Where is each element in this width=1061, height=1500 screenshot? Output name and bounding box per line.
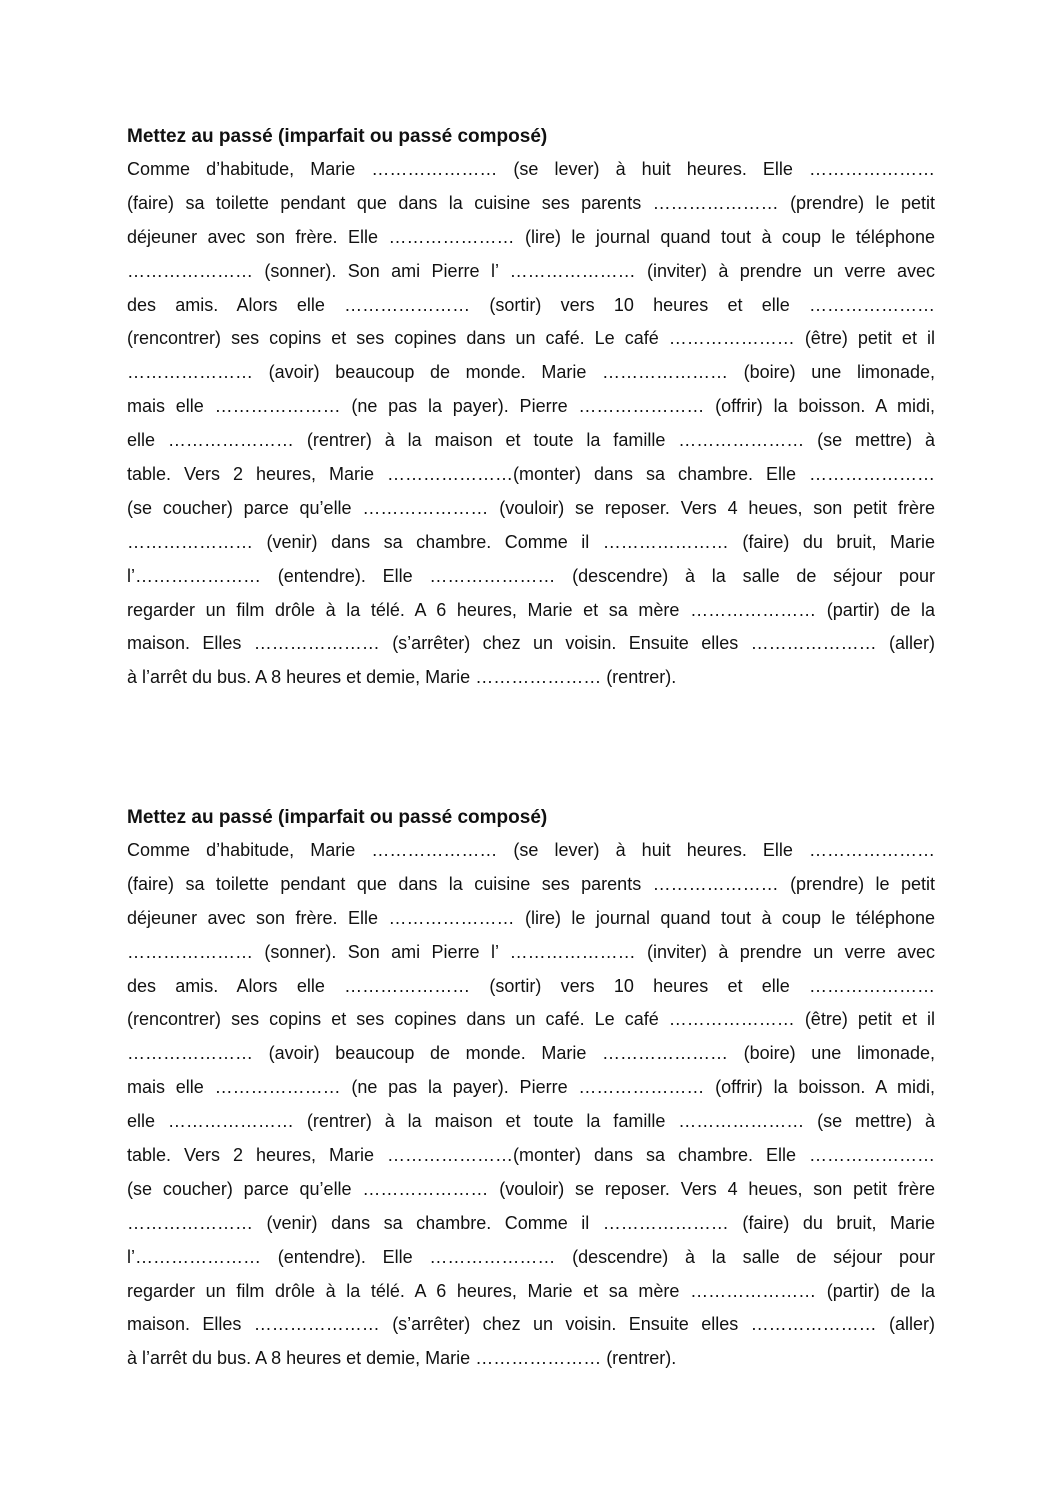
text-line: regarder un film drôle à la télé. A 6 heures, Marie et sa mère ………………… (partir) de la [127, 599, 935, 620]
text-line: à l’arrêt du bus. A 8 heures et demie, Marie ………………… (rentrer). [127, 667, 677, 688]
text-line: Comme d’habitude, Marie ………………… (se lever) à huit heures. Elle ………………… [127, 159, 935, 179]
text-line: ………………… (sonner). Son ami Pierre l’ ………………… (inviter) à prendre un verre avec [127, 260, 935, 281]
text-line: l’………………… (entendre). Elle ………………… (descendre) à la salle de séjour pour [127, 1246, 935, 1267]
text-line: (faire) sa toilette pendant que dans la cuisine ses parents ………………… (prendre) le petit [127, 873, 935, 894]
text-line: (se coucher) parce qu’elle ………………… (vouloir) se reposer. Vers 4 heues, son petit frère [127, 1178, 935, 1199]
text-line: elle ………………… (rentrer) à la maison et toute la famille ………………… (se mettre) à [127, 1111, 935, 1132]
text-line: ………………… (avoir) beaucoup de monde. Marie ………………… (boire) une limonade, [127, 362, 935, 383]
text-line: table. Vers 2 heures, Marie …………………(monter) dans sa chambre. Elle ………………… [127, 464, 935, 485]
text-line: (se coucher) parce qu’elle ………………… (vouloir) se reposer. Vers 4 heues, son petit frère [127, 497, 935, 518]
text-line: regarder un film drôle à la télé. A 6 heures, Marie et sa mère ………………… (partir) de la [127, 1280, 935, 1301]
text-line: mais elle ………………… (ne pas la payer). Pierre ………………… (offrir) la boisson. A midi, [127, 396, 935, 417]
exercise-1 [127, 125, 935, 695]
text-line: Comme d’habitude, Marie ………………… (se lever) à huit heures. Elle ………………… [127, 840, 935, 860]
text-line: à l’arrêt du bus. A 8 heures et demie, Marie ………………… (rentrer). [127, 1348, 677, 1369]
exercise-2 [127, 806, 935, 1376]
text-line: ………………… (venir) dans sa chambre. Comme il ………………… (faire) du bruit, Marie [127, 531, 935, 552]
text-line: des amis. Alors elle ………………… (sortir) vers 10 heures et elle ………………… [127, 294, 935, 315]
exercise-title: Mettez au passé (imparfait ou passé composé) [127, 807, 548, 828]
exercise-title: Mettez au passé (imparfait ou passé composé) [127, 126, 548, 147]
text-line: déjeuner avec son frère. Elle ………………… (lire) le journal quand tout à coup le téléphone [127, 907, 935, 928]
text-line: maison. Elles ………………… (s’arrêter) chez un voisin. Ensuite elles ………………… (aller) [127, 1314, 935, 1335]
text-line: table. Vers 2 heures, Marie …………………(monter) dans sa chambre. Elle ………………… [127, 1145, 935, 1166]
text-line: ………………… (avoir) beaucoup de monde. Marie ………………… (boire) une limonade, [127, 1043, 935, 1064]
text-line: maison. Elles ………………… (s’arrêter) chez un voisin. Ensuite elles ………………… (aller) [127, 633, 935, 654]
text-line: ………………… (sonner). Son ami Pierre l’ ………………… (inviter) à prendre un verre avec [127, 941, 935, 962]
text-line: (rencontrer) ses copins et ses copines dans un café. Le café ………………… (être) petit et il [127, 1009, 935, 1030]
exercise-text [127, 834, 935, 1376]
text-line: (faire) sa toilette pendant que dans la cuisine ses parents ………………… (prendre) le petit [127, 192, 935, 213]
text-line: elle ………………… (rentrer) à la maison et toute la famille ………………… (se mettre) à [127, 430, 935, 451]
text-line: ………………… (venir) dans sa chambre. Comme il ………………… (faire) du bruit, Marie [127, 1212, 935, 1233]
text-line: des amis. Alors elle ………………… (sortir) vers 10 heures et elle ………………… [127, 975, 935, 996]
text-line: (rencontrer) ses copins et ses copines dans un café. Le café ………………… (être) petit et il [127, 328, 935, 349]
text-line: l’………………… (entendre). Elle ………………… (descendre) à la salle de séjour pour [127, 565, 935, 586]
exercise-text [127, 153, 935, 695]
text-line: déjeuner avec son frère. Elle ………………… (lire) le journal quand tout à coup le téléphone [127, 226, 935, 247]
text-line: mais elle ………………… (ne pas la payer). Pierre ………………… (offrir) la boisson. A midi, [127, 1077, 935, 1098]
